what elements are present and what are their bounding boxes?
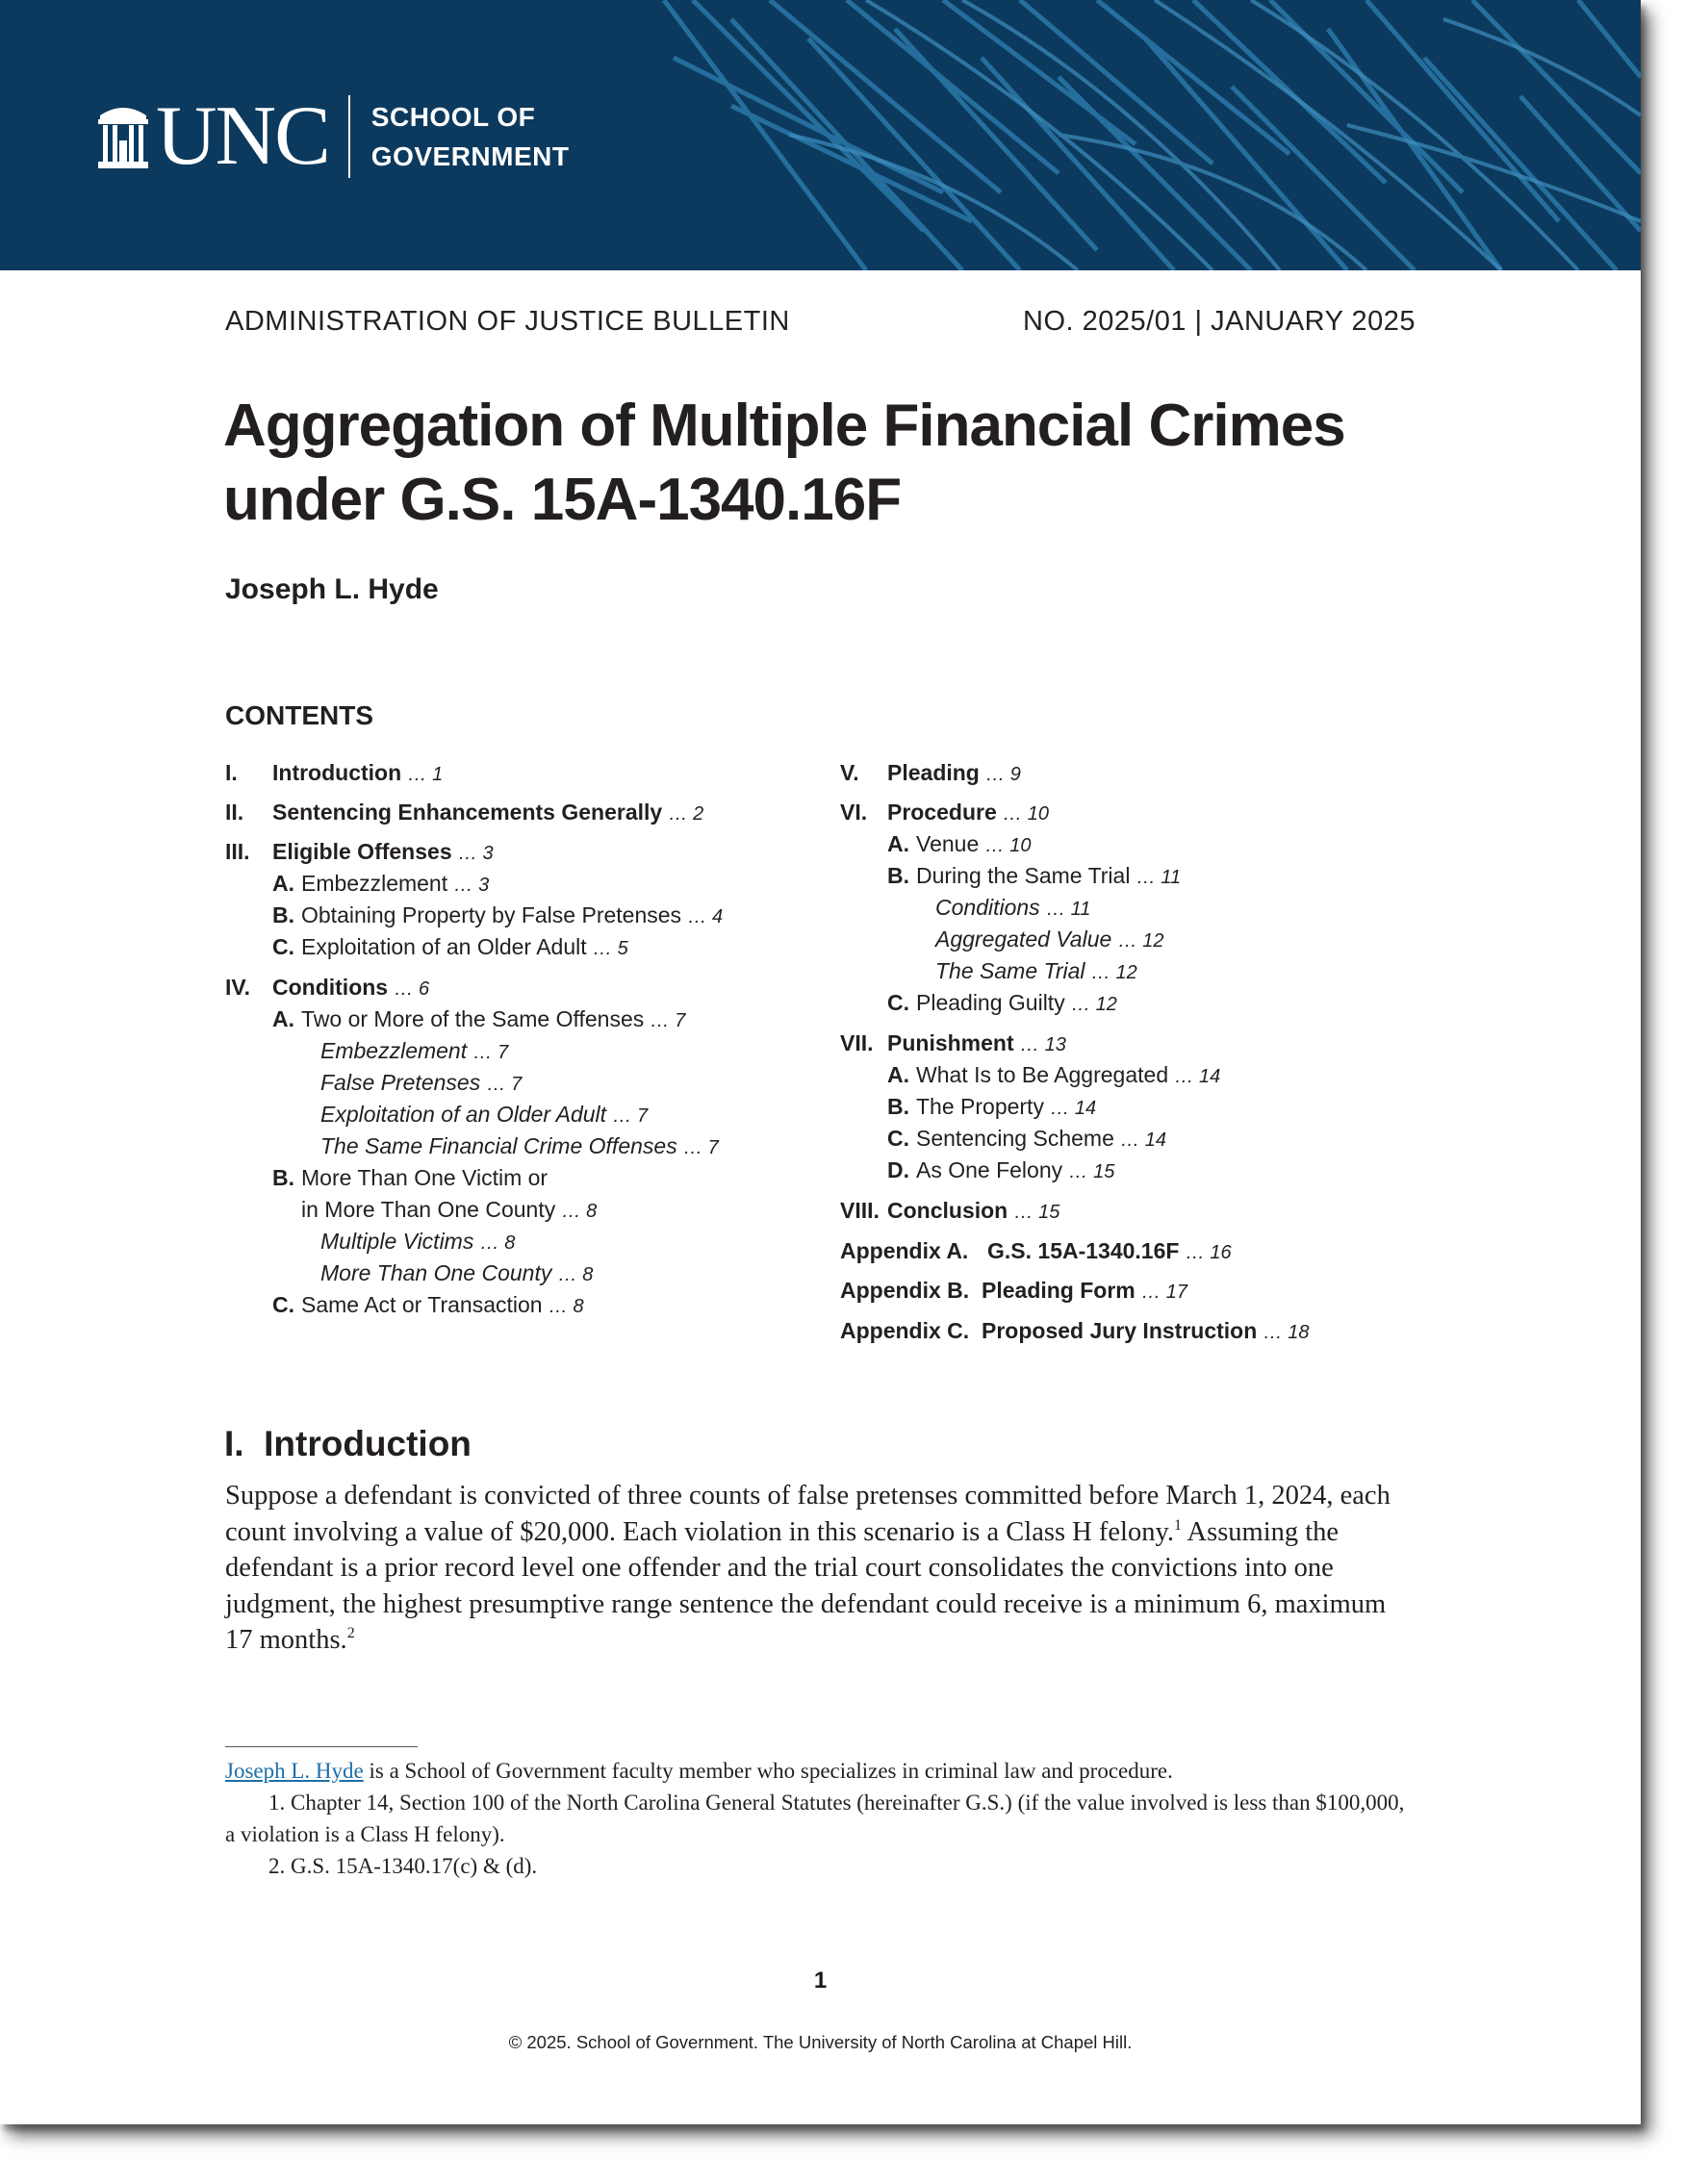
toc-entry-page: … 8 <box>479 1232 516 1254</box>
toc-right-entry-12[interactable] <box>916 1157 1114 1183</box>
toc-entry-label: Embezzlement <box>320 1038 468 1063</box>
footnote-divider <box>225 1746 418 1747</box>
toc-right-number-12: D. <box>887 1157 909 1182</box>
logo-divider <box>348 95 350 178</box>
toc-entry-label: Conclusion <box>887 1198 1008 1223</box>
toc-entry-page: … 7 <box>472 1042 509 1063</box>
toc-left-number-2: III. <box>225 839 250 864</box>
toc-entry-page: … 12 <box>1117 930 1164 952</box>
toc-right-number-7: C. <box>887 990 909 1015</box>
toc-left-entry-11[interactable] <box>320 1133 719 1159</box>
toc-entry-page: … 7 <box>486 1074 523 1095</box>
toc-right-entry-13[interactable] <box>887 1198 1059 1224</box>
toc-right-number-10: B. <box>887 1094 909 1119</box>
toc-right-entry-16[interactable] <box>982 1318 1309 1344</box>
toc-entry-label: The Property <box>916 1094 1044 1119</box>
toc-right-entry-4[interactable] <box>935 895 1090 921</box>
toc-entry-page: … 7 <box>612 1105 649 1127</box>
toc-right-entry-0[interactable] <box>887 760 1021 786</box>
toc-left-entry-7[interactable] <box>301 1006 685 1032</box>
page-number: 1 <box>813 1968 828 1994</box>
toc-entry-label: Pleading Form <box>982 1278 1135 1303</box>
toc-entry-page: … 10 <box>1003 803 1049 825</box>
toc-entry-label: in More Than One County <box>301 1197 556 1222</box>
unc-wordmark: UNC <box>156 89 329 183</box>
toc-entry-page: … 17 <box>1141 1282 1187 1303</box>
toc-left-entry-4[interactable] <box>301 902 723 928</box>
toc-entry-label: Two or More of the Same Offenses <box>301 1006 645 1031</box>
contents-heading: CONTENTS <box>225 700 373 730</box>
footnotes <box>225 1755 1418 1882</box>
toc-right-entry-1[interactable] <box>887 800 1049 825</box>
toc-entry-page: … 1 <box>407 764 444 785</box>
toc-entry-label: Venue <box>916 831 980 856</box>
toc-entry-label: Multiple Victims <box>320 1229 474 1254</box>
author-link[interactable]: Joseph L. Hyde <box>225 1759 364 1783</box>
toc-entry-page: … 12 <box>1090 962 1137 983</box>
toc-left-number-1: II. <box>225 800 244 825</box>
title-line-1: Aggregation of Multiple Financial Crimes <box>223 393 1345 459</box>
toc-entry-label: Sentencing Scheme <box>916 1126 1114 1151</box>
toc-entry-page: … 15 <box>1013 1202 1060 1223</box>
toc-entry-label: Sentencing Enhancements Generally <box>272 800 663 825</box>
toc-left-entry-8[interactable] <box>320 1038 508 1064</box>
author-note <box>225 1755 1418 1787</box>
toc-entry-page: … 5 <box>593 938 628 959</box>
school-line-2: GOVERNMENT <box>370 141 570 171</box>
toc-entry-page: … 14 <box>1120 1130 1167 1151</box>
toc-entry-page: … 8 <box>561 1201 598 1222</box>
toc-left-entry-3[interactable] <box>301 871 489 897</box>
toc-right-number-8: VII. <box>840 1030 874 1055</box>
paragraph-text-1: Suppose a defendant is convicted of three counts of false pretenses committed before March 1, 2024, each count involving a value of $20,000. Each violation in this scenario is a Class H felony. <box>225 1481 1391 1547</box>
toc-right-entry-5[interactable] <box>935 927 1164 952</box>
toc-entry-page: … 6 <box>394 978 430 1000</box>
toc-right-number-2: A. <box>887 831 909 856</box>
toc-entry-label: False Pretenses <box>320 1070 481 1095</box>
bulletin-header <box>225 306 1416 338</box>
toc-entry-label: Exploitation of an Older Adult <box>301 934 587 959</box>
toc-right-entry-10[interactable] <box>916 1094 1096 1120</box>
toc-left-entry-9[interactable] <box>320 1070 522 1096</box>
toc-right-entry-11[interactable] <box>916 1126 1166 1152</box>
toc-right-entry-8[interactable] <box>887 1030 1066 1056</box>
toc-left-number-16: C. <box>272 1292 294 1317</box>
toc-entry-page: … 14 <box>1174 1066 1221 1087</box>
section-title: Introduction <box>264 1424 472 1463</box>
toc-right-entry-7[interactable] <box>916 990 1117 1016</box>
toc-entry-page: … 13 <box>1020 1034 1066 1055</box>
toc-entry-page: … 12 <box>1071 994 1117 1015</box>
toc-entry-page: … 4 <box>687 906 724 927</box>
toc-entry-page: … 3 <box>453 875 490 896</box>
toc-left-number-6: IV. <box>225 975 251 1000</box>
toc-entry-page: … 11 <box>1046 899 1091 920</box>
toc-entry-label: What Is to Be Aggregated <box>916 1062 1169 1087</box>
toc-entry-label: Pleading Guilty <box>916 990 1065 1015</box>
footnote-1: 1. Chapter 14, Section 100 of the North Carolina General Statutes (hereinafter G.S.) (if the value involved is less than $100,000, a violation is a Class H felony). <box>225 1790 1405 1846</box>
toc-right-entry-6[interactable] <box>935 958 1137 984</box>
title-line-2: under G.S. 15A-1340.16F <box>223 467 902 533</box>
toc-entry-page: … 8 <box>548 1296 584 1317</box>
toc-entry-label: Obtaining Property by False Pretenses <box>301 902 682 927</box>
toc-entry-page: … 7 <box>650 1010 686 1031</box>
author-name: Joseph L. Hyde <box>225 573 439 605</box>
toc-left-entry-1[interactable] <box>272 800 703 825</box>
toc-entry-label: The Same Trial <box>935 958 1085 983</box>
author-bio: is a School of Government faculty member who specializes in criminal law and procedure. <box>363 1759 1173 1783</box>
toc-right-entry-2[interactable] <box>916 831 1031 857</box>
toc-right-number-0: V. <box>840 760 859 785</box>
toc-right-number-15: Appendix B. <box>840 1278 970 1303</box>
toc-entry-page: … 2 <box>668 803 704 825</box>
toc-entry-label: More Than One County <box>320 1260 552 1285</box>
footnote-2: 2. G.S. 15A-1340.17(c) & (d). <box>268 1854 538 1878</box>
bulletin-series: ADMINISTRATION OF JUSTICE BULLETIN <box>225 306 790 337</box>
toc-right-number-9: A. <box>887 1062 909 1087</box>
toc-entry-label: During the Same Trial <box>916 863 1131 888</box>
toc-entry-label: Conditions <box>272 975 389 1000</box>
toc-right-number-1: VI. <box>840 800 868 825</box>
paragraph-text-2: Assuming the defendant is a prior record level one offender and the trial court consolidates the convictions into one judgment, the highest presumptive range sentence the defendant could receive is a minimum 6, maximum 17 months. <box>225 1516 1387 1655</box>
toc-entry-label: Procedure <box>887 800 997 825</box>
toc-entry-page: … 16 <box>1185 1242 1232 1263</box>
toc-entry-page: … 9 <box>985 764 1021 785</box>
toc-left-entry-13[interactable] <box>301 1197 597 1223</box>
toc-left-number-7: A. <box>272 1006 294 1031</box>
toc-entry-label: As One Felony <box>916 1157 1063 1182</box>
toc-entry-label: Same Act or Transaction <box>301 1292 543 1317</box>
toc-entry-label: Pleading <box>887 760 980 785</box>
toc-entry-page: … 8 <box>557 1264 594 1285</box>
toc-left-number-12: B. <box>272 1165 294 1190</box>
footnote-ref-1[interactable]: 1 <box>1173 1516 1182 1534</box>
toc-left-entry-15[interactable] <box>320 1260 593 1286</box>
toc-left-entry-14[interactable] <box>320 1229 515 1255</box>
toc-entry-page: … 18 <box>1263 1322 1310 1343</box>
toc-right-number-16: Appendix C. <box>840 1318 970 1343</box>
document-title <box>223 389 1426 537</box>
toc-right-entry-9[interactable] <box>916 1062 1220 1088</box>
toc-right-number-13: VIII. <box>840 1198 880 1223</box>
toc-entry-label: The Same Financial Crime Offenses <box>320 1133 677 1158</box>
old-well-icon <box>96 102 150 171</box>
school-of-government-wordmark <box>371 97 570 176</box>
toc-left-entry-10[interactable] <box>320 1102 648 1128</box>
toc-entry-page: … 3 <box>458 843 494 864</box>
school-line-1: SCHOOL OF <box>370 102 536 132</box>
toc-entry-page: … 14 <box>1050 1098 1097 1119</box>
toc-entry-page: … 15 <box>1068 1161 1115 1182</box>
intro-paragraph <box>225 1478 1418 1659</box>
toc-left-entry-12[interactable] <box>301 1165 548 1191</box>
toc-right-number-3: B. <box>887 863 909 888</box>
toc-left-entry-2[interactable] <box>272 839 494 865</box>
toc-left-number-4: B. <box>272 902 294 927</box>
toc-entry-label: Embezzlement <box>301 871 448 896</box>
toc-entry-label: Conditions <box>935 895 1040 920</box>
toc-left-number-3: A. <box>272 871 294 896</box>
toc-right-number-11: C. <box>887 1126 909 1151</box>
copyright-notice: © 2025. School of Government. The University of North Carolina at Chapel Hill. <box>508 2032 1133 2052</box>
toc-left-entry-5[interactable] <box>301 934 628 960</box>
section-heading <box>224 1424 472 1464</box>
toc-entry-page: … 11 <box>1135 867 1182 888</box>
toc-left-entry-16[interactable] <box>301 1292 584 1318</box>
footnote-ref-2[interactable]: 2 <box>346 1625 355 1641</box>
toc-right-entry-3[interactable] <box>916 863 1181 889</box>
toc-entry-label: Aggregated Value <box>935 927 1112 952</box>
toc-entry-label: G.S. 15A-1340.16F <box>987 1238 1180 1263</box>
toc-entry-label: Proposed Jury Instruction <box>982 1318 1258 1343</box>
toc-right-entry-15[interactable] <box>982 1278 1187 1304</box>
toc-entry-page: … 10 <box>984 835 1032 856</box>
toc-entry-label: Punishment <box>887 1030 1014 1055</box>
toc-entry-page: … 7 <box>683 1137 719 1158</box>
header-banner <box>0 0 1641 270</box>
toc-left-entry-0[interactable] <box>272 760 443 786</box>
toc-left-number-5: C. <box>272 934 294 959</box>
toc-entry-label: Exploitation of an Older Adult <box>320 1102 607 1127</box>
toc-left-entry-6[interactable] <box>272 975 429 1001</box>
unc-sog-logo <box>96 89 570 183</box>
toc-left-number-0: I. <box>225 760 238 785</box>
bulletin-issue: NO. 2025/01 | JANUARY 2025 <box>1023 306 1416 337</box>
toc-right-number-14: Appendix A. <box>840 1238 969 1263</box>
section-number: I. <box>224 1424 244 1463</box>
toc-entry-label: More Than One Victim or <box>301 1165 549 1190</box>
toc-right-entry-14[interactable] <box>987 1238 1232 1264</box>
toc-entry-label: Eligible Offenses <box>272 839 452 864</box>
toc-entry-label: Introduction <box>272 760 402 785</box>
